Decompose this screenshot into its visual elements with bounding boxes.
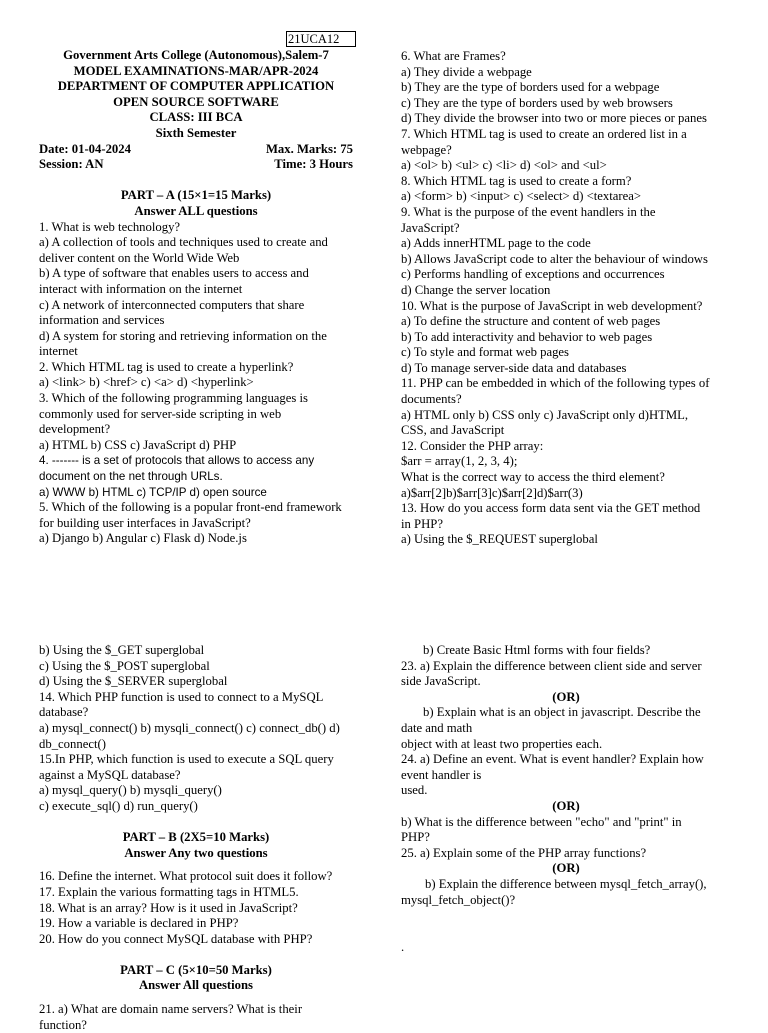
question-line: 7. Which HTML tag is used to create an ordered list in a [401,126,687,141]
question-line: c) To style and format web pages [401,345,569,360]
question-line: side JavaScript. [401,674,481,689]
question-line: 4. ------- is a set of protocols that allows to access any [39,454,315,468]
question-line: 14. Which PHP function is used to connect to a MySQL [39,689,324,704]
question-line: What is the correct way to access the third element? [401,470,665,485]
question-line: against a MySQL database? [39,767,181,782]
question-line: 1. What is web technology? [39,219,181,234]
question-line: a) HTML only b) CSS only c) JavaScript only d)HTML, [401,407,689,422]
question-line: a) mysql_connect() b) mysqli_connect() c) connect_db() d) [39,720,340,735]
question-line: b) A type of software that enables users to access and [39,266,309,281]
college-name: Government Arts College (Autonomous),Salem-7 [63,48,329,62]
question-line: a) They divide a webpage [401,64,532,79]
part-c-instruction: Answer All questions [139,978,253,993]
semester-line: Sixth Semester [155,125,237,140]
question-line: d) A system for storing and retrieving information on the [39,328,327,343]
question-line: a) <link> b) <href> c) <a> d) <hyperlink> [39,375,254,390]
class-line: CLASS: III BCA [149,110,243,125]
question-line: b) Explain the difference between mysql_fetch_array(), [425,876,707,891]
question-line: a) Adds innerHTML page to the code [401,236,591,251]
part-c-title: PART – C (5×10=50 Marks) [120,962,272,977]
question-line: PHP? [401,830,430,845]
part-a-instruction: Answer ALL questions [134,203,258,218]
question-line: a) <ol> b) <ul> c) <li> d) <ol> and <ul> [401,158,607,173]
question-line: 24. a) Define an event. What is event handler? Explain how [401,752,704,767]
question-line: b) They are the type of borders used for a webpage [401,80,660,95]
question-line: documents? [401,392,462,407]
question-line: development? [39,422,111,437]
question-line: in PHP? [401,516,443,531]
question-line: d) Using the $_SERVER superglobal [39,674,228,689]
exam-date: Date: 01-04-2024 [39,141,131,156]
question-line: document on the net through URLs. [39,470,223,484]
question-line: 6. What are Frames? [401,49,506,63]
question-line: 11. PHP can be embedded in which of the following types of [401,376,710,391]
question-line: mysql_fetch_object()? [401,892,516,907]
question-line: function? [39,1017,87,1032]
question-line: c) They are the type of borders used by web browsers [401,95,673,110]
subject-code-box: 21UCA12 [286,31,356,47]
question-line: interact with information on the internet [39,281,243,296]
max-marks: Max. Marks: 75 [265,141,353,156]
question-line: b) To add interactivity and behavior to web pages [401,329,653,344]
question-line: c) Using the $_POST superglobal [39,658,210,673]
page1-left-column [39,48,353,547]
question-line: webpage? [401,142,452,157]
question-line: 15.In PHP, which function is used to execute a SQL query [39,752,334,767]
part-b-instruction: Answer Any two questions [124,845,268,860]
question-line: 16. Define the internet. What protocol suit does it follow? [39,869,333,884]
question-line: db_connect() [39,736,106,751]
question-line: a) WWW b) HTML c) TCP/IP d) open source [39,485,267,499]
question-line: 13. How do you access form data sent via the GET method [401,501,701,516]
question-line: b) Using the $_GET superglobal [39,643,205,657]
question-line: d) Change the server location [401,282,551,297]
question-line: 23. a) Explain the difference between client side and server [401,658,702,673]
question-line: CSS, and JavaScript [401,423,505,438]
question-line: information and services [39,313,165,328]
subject-name: OPEN SOURCE SOFTWARE [113,94,279,109]
question-line: 9. What is the purpose of the event handlers in the [401,204,656,219]
question-line: a) mysql_query() b) mysqli_query() [39,783,222,798]
question-line: 12. Consider the PHP array: [401,438,544,453]
question-line: commonly used for server-side scripting in web [39,406,282,421]
session-time-row [39,157,353,173]
question-line: d) To manage server-side data and databases [401,360,627,375]
question-line: c) execute_sql() d) run_query() [39,798,198,813]
question-line: 5. Which of the following is a popular front-end framework [39,500,342,515]
question-line: JavaScript? [401,220,460,235]
exam-session: Session: AN [39,157,104,172]
question-line: 20. How do you connect MySQL database with PHP? [39,931,313,946]
question-line: 8. Which HTML tag is used to create a form? [401,173,632,188]
question-line: 25. a) Explain some of the PHP array functions? [401,845,647,860]
date-marks-row [39,142,353,158]
or-separator: (OR) [552,689,580,704]
question-line: 3. Which of the following programming languages is [39,391,308,406]
question-line: c) Performs handling of exceptions and occurrences [401,267,665,282]
question-line: for building user interfaces in JavaScript? [39,515,251,530]
question-line: 17. Explain the various formatting tags in HTML5. [39,884,299,899]
question-line: object with at least two properties each. [401,736,603,751]
question-line: b) Create Basic Html forms with four fields? [423,643,651,657]
question-line: c) A network of interconnected computers that share [39,297,305,312]
question-line: internet [39,344,78,359]
stray-dot: . [401,940,405,954]
question-line: date and math [401,720,473,735]
exam-time: Time: 3 Hours [274,157,353,172]
department: DEPARTMENT OF COMPUTER APPLICATION [57,79,335,94]
question-line: a) Using the $_REQUEST superglobal [401,532,598,547]
or-separator: (OR) [552,861,580,876]
question-line: 10. What is the purpose of JavaScript in web development? [401,298,703,313]
question-line: d) They divide the browser into two or more pieces or panes [401,111,707,126]
question-line: b) What is the difference between "echo" and "print" in [401,814,682,829]
question-line: $arr = array(1, 2, 3, 4); [401,454,518,469]
question-line: event handler is [401,767,482,782]
part-b-title: PART – B (2X5=10 Marks) [122,830,270,845]
question-line: 2. Which HTML tag is used to create a hyperlink? [39,359,294,374]
question-line: a) HTML b) CSS c) JavaScript d) PHP [39,437,237,452]
question-line: 21. a) What are domain name servers? What is their [39,1002,303,1017]
question-line: b) Allows JavaScript code to alter the behaviour of windows [401,251,708,266]
question-line: 18. What is an array? How is it used in JavaScript? [39,900,298,915]
question-line: database? [39,705,89,720]
part-a-title: PART – A (15×1=15 Marks) [120,188,272,203]
question-line: deliver content on the World Wide Web [39,250,240,265]
question-line: a) A collection of tools and techniques used to create and [39,235,328,250]
question-line: a) To define the structure and content of web pages [401,314,661,329]
exam-title: MODEL EXAMINATIONS-MAR/APR-2024 [73,63,319,78]
or-separator: (OR) [552,798,580,813]
question-line: a)$arr[2]b)$arr[3]c)$arr[2]d)$arr(3) [401,485,583,500]
page2-left-column [39,643,369,1033]
question-line: used. [401,783,428,798]
question-line: a) Django b) Angular c) Flask d) Node.js [39,531,247,546]
question-line: 19. How a variable is declared in PHP? [39,916,239,931]
page1-right-column [401,49,741,548]
page2-right-column [401,643,741,908]
question-line: a) <form> b) <input> c) <select> d) <textarea> [401,189,642,204]
question-line: b) Explain what is an object in javascript. Describe the [423,705,701,720]
